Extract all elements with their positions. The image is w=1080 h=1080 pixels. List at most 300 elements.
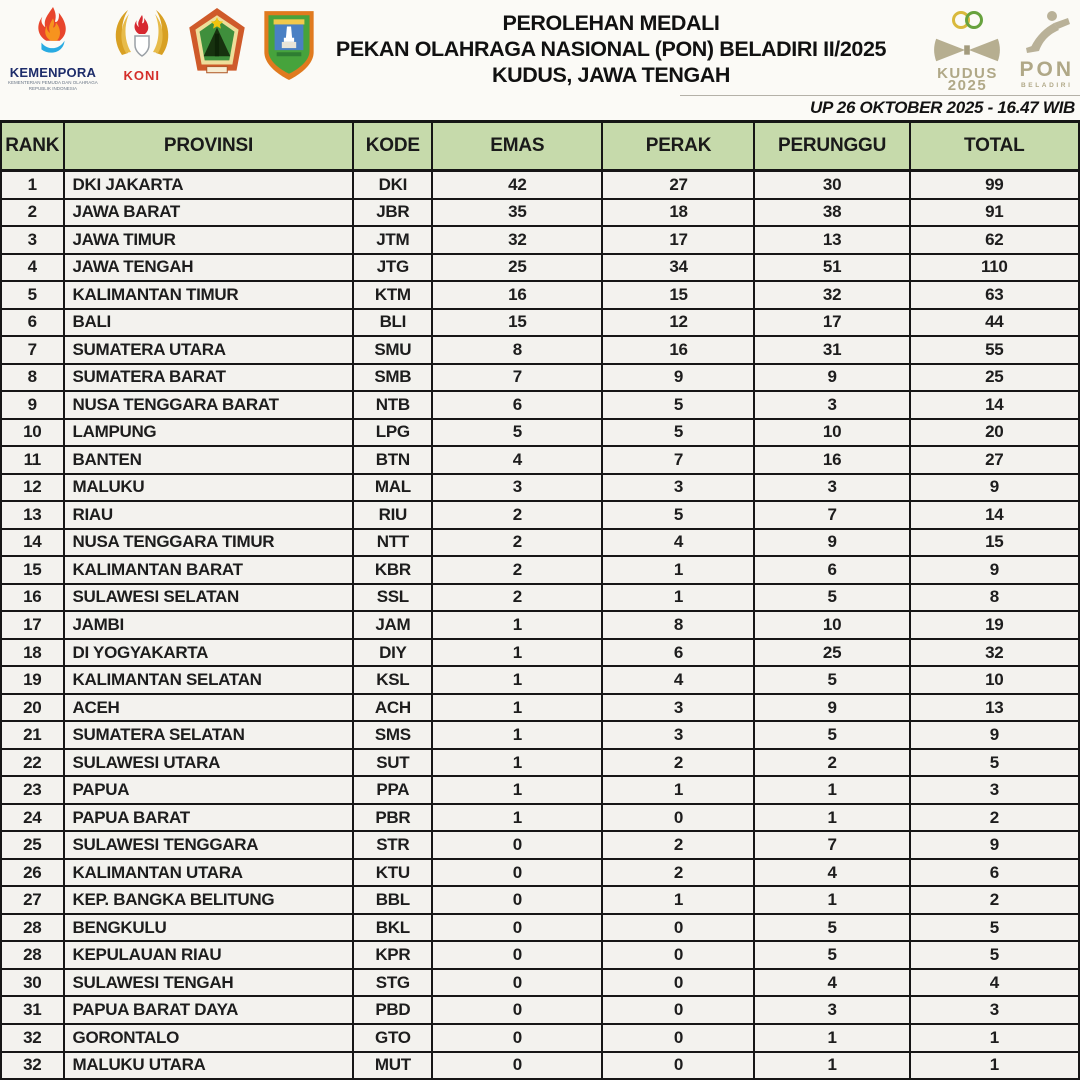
perunggu-cell: 9: [755, 530, 910, 556]
kode-cell: BLI: [354, 310, 433, 336]
table-row: [2, 970, 1080, 998]
table-row: [2, 805, 1080, 833]
total-cell: 14: [911, 392, 1080, 418]
perunggu-cell: 31: [755, 337, 910, 363]
perak-cell: 0: [603, 970, 755, 996]
perak-cell: 16: [603, 337, 755, 363]
perunggu-cell: 5: [755, 585, 910, 611]
emas-cell: 1: [433, 722, 603, 748]
provinsi-cell: JAMBI: [65, 612, 355, 638]
perak-cell: 0: [603, 942, 755, 968]
perunggu-cell: 1: [755, 887, 910, 913]
kode-cell: KTM: [354, 282, 433, 308]
column-header-emas: EMAS: [433, 123, 603, 169]
total-cell: 20: [911, 420, 1080, 446]
table-row: [2, 585, 1080, 613]
perunggu-cell: 9: [755, 365, 910, 391]
total-cell: 25: [911, 365, 1080, 391]
perak-cell: 1: [603, 887, 755, 913]
rank-cell: 30: [2, 970, 65, 996]
emas-cell: 1: [433, 750, 603, 776]
kode-cell: PPA: [354, 777, 433, 803]
medal-table-header-row: [2, 123, 1080, 172]
provinsi-cell: LAMPUNG: [65, 420, 355, 446]
kode-cell: BKL: [354, 915, 433, 941]
perunggu-cell: 10: [755, 420, 910, 446]
total-cell: 110: [911, 255, 1080, 281]
emas-cell: 0: [433, 887, 603, 913]
kode-cell: NTB: [354, 392, 433, 418]
kode-cell: KPR: [354, 942, 433, 968]
kudus-regency-emblem: [260, 7, 318, 88]
perunggu-cell: 4: [755, 970, 910, 996]
rank-cell: 32: [2, 1053, 65, 1079]
column-header-perunggu: PERUNGGU: [755, 123, 910, 169]
total-cell: 19: [911, 612, 1080, 638]
provinsi-cell: PAPUA BARAT: [65, 805, 355, 831]
column-header-perak: PERAK: [603, 123, 755, 169]
provinsi-cell: SULAWESI UTARA: [65, 750, 355, 776]
provinsi-cell: PAPUA: [65, 777, 355, 803]
medal-table-body: [2, 172, 1080, 1080]
total-cell: 15: [911, 530, 1080, 556]
kode-cell: PBD: [354, 997, 433, 1023]
emas-cell: 4: [433, 447, 603, 473]
perak-cell: 2: [603, 750, 755, 776]
table-row: [2, 365, 1080, 393]
pon-martial-artist-icon: [1021, 9, 1073, 60]
perunggu-cell: 3: [755, 475, 910, 501]
rank-cell: 13: [2, 502, 65, 528]
column-header-rank: RANK: [2, 123, 65, 169]
table-row: [2, 640, 1080, 668]
table-row: [2, 942, 1080, 970]
total-cell: 5: [911, 915, 1080, 941]
koni-wreath-icon: [110, 7, 174, 68]
perunggu-cell: 9: [755, 695, 910, 721]
perak-cell: 0: [603, 1025, 755, 1051]
provinsi-cell: NUSA TENGGARA BARAT: [65, 392, 355, 418]
table-row: [2, 915, 1080, 943]
table-row: [2, 1053, 1080, 1080]
rank-cell: 7: [2, 337, 65, 363]
kudus-2025-label-line1: KUDUS: [937, 64, 998, 82]
kode-cell: KSL: [354, 667, 433, 693]
perak-cell: 3: [603, 695, 755, 721]
table-row: [2, 227, 1080, 255]
perunggu-cell: 7: [755, 502, 910, 528]
kode-cell: SSL: [354, 585, 433, 611]
pon-label: PON: [1019, 57, 1074, 81]
kemenpora-subtext-2: REPUBLIK INDONESIA: [28, 85, 78, 91]
table-row: [2, 200, 1080, 228]
update-timestamp: UP 26 OKTOBER 2025 - 16.47 WIB: [810, 98, 1075, 117]
total-cell: 9: [911, 832, 1080, 858]
kode-cell: PBR: [354, 805, 433, 831]
koni-logo: [110, 7, 174, 83]
kode-cell: DIY: [354, 640, 433, 666]
kode-cell: JTM: [354, 227, 433, 253]
perak-cell: 34: [603, 255, 755, 281]
emas-cell: 6: [433, 392, 603, 418]
total-cell: 8: [911, 585, 1080, 611]
provinsi-cell: BANTEN: [65, 447, 355, 473]
title-line-3: KUDUS, JAWA TENGAH: [491, 62, 731, 87]
emas-cell: 0: [433, 997, 603, 1023]
emas-cell: 25: [433, 255, 603, 281]
rank-cell: 12: [2, 475, 65, 501]
emas-cell: 2: [433, 557, 603, 583]
provinsi-cell: JAWA TENGAH: [65, 255, 355, 281]
perunggu-cell: 1: [755, 1053, 910, 1079]
table-row: [2, 447, 1080, 475]
poster-header: [0, 0, 1080, 96]
emas-cell: 5: [433, 420, 603, 446]
rank-cell: 9: [2, 392, 65, 418]
emas-cell: 7: [433, 365, 603, 391]
table-row: [2, 502, 1080, 530]
perunggu-cell: 38: [755, 200, 910, 226]
provinsi-cell: KALIMANTAN BARAT: [65, 557, 355, 583]
total-cell: 2: [911, 805, 1080, 831]
rank-cell: 4: [2, 255, 65, 281]
total-cell: 3: [911, 997, 1080, 1023]
provinsi-cell: MALUKU UTARA: [65, 1053, 355, 1079]
total-cell: 91: [911, 200, 1080, 226]
perunggu-cell: 5: [755, 915, 910, 941]
kode-cell: STG: [354, 970, 433, 996]
rank-cell: 10: [2, 420, 65, 446]
perunggu-cell: 1: [755, 777, 910, 803]
rank-cell: 25: [2, 832, 65, 858]
emas-cell: 0: [433, 942, 603, 968]
rank-cell: 23: [2, 777, 65, 803]
kode-cell: JAM: [354, 612, 433, 638]
perak-cell: 0: [603, 915, 755, 941]
table-row: [2, 997, 1080, 1025]
kudus-2025-rings-icon: [946, 9, 988, 36]
table-row: [2, 310, 1080, 338]
provinsi-cell: SUMATERA UTARA: [65, 337, 355, 363]
total-cell: 6: [911, 860, 1080, 886]
total-cell: 44: [911, 310, 1080, 336]
kode-cell: JBR: [354, 200, 433, 226]
kode-cell: RIU: [354, 502, 433, 528]
total-cell: 55: [911, 337, 1080, 363]
kode-cell: GTO: [354, 1025, 433, 1051]
table-row: [2, 392, 1080, 420]
total-cell: 62: [911, 227, 1080, 253]
kode-cell: SUT: [354, 750, 433, 776]
table-row: [2, 1025, 1080, 1053]
perunggu-cell: 2: [755, 750, 910, 776]
emas-cell: 35: [433, 200, 603, 226]
table-row: [2, 695, 1080, 723]
right-logo-group: [888, 5, 1074, 94]
total-cell: 27: [911, 447, 1080, 473]
provinsi-cell: RIAU: [65, 502, 355, 528]
kode-cell: BTN: [354, 447, 433, 473]
table-row: [2, 722, 1080, 750]
table-row: [2, 667, 1080, 695]
rank-cell: 3: [2, 227, 65, 253]
kudus-2025-logo: [931, 9, 1003, 94]
title-line-1: PEROLEHAN MEDALI: [502, 11, 720, 36]
provinsi-cell: GORONTALO: [65, 1025, 355, 1051]
perak-cell: 0: [603, 997, 755, 1023]
emas-cell: 8: [433, 337, 603, 363]
rank-cell: 2: [2, 200, 65, 226]
total-cell: 3: [911, 777, 1080, 803]
perak-cell: 15: [603, 282, 755, 308]
emas-cell: 1: [433, 612, 603, 638]
table-row: [2, 860, 1080, 888]
provinsi-cell: SUMATERA SELATAN: [65, 722, 355, 748]
kemenpora-torch-icon: [33, 7, 73, 64]
emas-cell: 42: [433, 172, 603, 198]
table-row: [2, 887, 1080, 915]
provinsi-cell: BENGKULU: [65, 915, 355, 941]
total-cell: 9: [911, 557, 1080, 583]
perak-cell: 1: [603, 585, 755, 611]
perunggu-cell: 3: [755, 392, 910, 418]
perunggu-cell: 7: [755, 832, 910, 858]
total-cell: 9: [911, 722, 1080, 748]
kode-cell: SMB: [354, 365, 433, 391]
table-row: [2, 750, 1080, 778]
emas-cell: 15: [433, 310, 603, 336]
emas-cell: 2: [433, 502, 603, 528]
kode-cell: MAL: [354, 475, 433, 501]
provinsi-cell: KEPULAUAN RIAU: [65, 942, 355, 968]
kode-cell: KTU: [354, 860, 433, 886]
provinsi-cell: KALIMANTAN TIMUR: [65, 282, 355, 308]
perak-cell: 4: [603, 530, 755, 556]
table-row: [2, 475, 1080, 503]
jawa-tengah-emblem: [186, 7, 248, 88]
kode-cell: BBL: [354, 887, 433, 913]
table-row: [2, 255, 1080, 283]
provinsi-cell: JAWA BARAT: [65, 200, 355, 226]
emas-cell: 32: [433, 227, 603, 253]
total-cell: 99: [911, 172, 1080, 198]
kudus-shield-icon: [260, 7, 318, 88]
total-cell: 4: [911, 970, 1080, 996]
table-row: [2, 420, 1080, 448]
total-cell: 9: [911, 475, 1080, 501]
perak-cell: 18: [603, 200, 755, 226]
perunggu-cell: 4: [755, 860, 910, 886]
perak-cell: 2: [603, 832, 755, 858]
perak-cell: 5: [603, 420, 755, 446]
rank-cell: 5: [2, 282, 65, 308]
rank-cell: 28: [2, 915, 65, 941]
perunggu-cell: 3: [755, 997, 910, 1023]
table-row: [2, 172, 1080, 200]
kode-cell: SMU: [354, 337, 433, 363]
rank-cell: 21: [2, 722, 65, 748]
poster-title: [334, 9, 888, 88]
perak-cell: 27: [603, 172, 755, 198]
perak-cell: 12: [603, 310, 755, 336]
perunggu-cell: 16: [755, 447, 910, 473]
total-cell: 1: [911, 1053, 1080, 1079]
total-cell: 14: [911, 502, 1080, 528]
total-cell: 63: [911, 282, 1080, 308]
total-cell: 5: [911, 942, 1080, 968]
table-row: [2, 832, 1080, 860]
emas-cell: 1: [433, 777, 603, 803]
provinsi-cell: ACEH: [65, 695, 355, 721]
emas-cell: 0: [433, 1053, 603, 1079]
kemenpora-label: KEMENPORA: [9, 64, 97, 80]
kode-cell: MUT: [354, 1053, 433, 1079]
provinsi-cell: SULAWESI TENGGARA: [65, 832, 355, 858]
emas-cell: 16: [433, 282, 603, 308]
emas-cell: 0: [433, 970, 603, 996]
rank-cell: 32: [2, 1025, 65, 1051]
perak-cell: 3: [603, 722, 755, 748]
provinsi-cell: BALI: [65, 310, 355, 336]
perunggu-cell: 13: [755, 227, 910, 253]
perak-cell: 4: [603, 667, 755, 693]
table-row: [2, 282, 1080, 310]
koni-label: KONI: [123, 67, 161, 83]
provinsi-cell: MALUKU: [65, 475, 355, 501]
table-row: [2, 530, 1080, 558]
rank-cell: 15: [2, 557, 65, 583]
rank-cell: 26: [2, 860, 65, 886]
rank-cell: 11: [2, 447, 65, 473]
kudus-2025-label-line2: 2025: [947, 77, 988, 94]
provinsi-cell: NUSA TENGGARA TIMUR: [65, 530, 355, 556]
provinsi-cell: KALIMANTAN SELATAN: [65, 667, 355, 693]
total-cell: 2: [911, 887, 1080, 913]
emas-cell: 1: [433, 667, 603, 693]
perak-cell: 0: [603, 1053, 755, 1079]
pon-beladiri-logo: [1019, 9, 1074, 89]
kode-cell: SMS: [354, 722, 433, 748]
perak-cell: 1: [603, 777, 755, 803]
rank-cell: 28: [2, 942, 65, 968]
rank-cell: 17: [2, 612, 65, 638]
perak-cell: 2: [603, 860, 755, 886]
kemenpora-logo: [8, 7, 98, 91]
column-header-kode: KODE: [354, 123, 433, 169]
provinsi-cell: KEP. BANGKA BELITUNG: [65, 887, 355, 913]
total-cell: 32: [911, 640, 1080, 666]
total-cell: 1: [911, 1025, 1080, 1051]
emas-cell: 0: [433, 832, 603, 858]
kode-cell: STR: [354, 832, 433, 858]
provinsi-cell: PAPUA BARAT DAYA: [65, 997, 355, 1023]
rank-cell: 1: [2, 172, 65, 198]
emas-cell: 1: [433, 640, 603, 666]
kode-cell: ACH: [354, 695, 433, 721]
perunggu-cell: 6: [755, 557, 910, 583]
perunggu-cell: 25: [755, 640, 910, 666]
rank-cell: 14: [2, 530, 65, 556]
provinsi-cell: DKI JAKARTA: [65, 172, 355, 198]
column-header-provinsi: PROVINSI: [65, 123, 355, 169]
rank-cell: 20: [2, 695, 65, 721]
table-row: [2, 612, 1080, 640]
perunggu-cell: 5: [755, 942, 910, 968]
table-row: [2, 557, 1080, 585]
perak-cell: 5: [603, 502, 755, 528]
perunggu-cell: 30: [755, 172, 910, 198]
rank-cell: 18: [2, 640, 65, 666]
total-cell: 13: [911, 695, 1080, 721]
perunggu-cell: 1: [755, 805, 910, 831]
rank-cell: 24: [2, 805, 65, 831]
kode-cell: KBR: [354, 557, 433, 583]
perak-cell: 3: [603, 475, 755, 501]
perunggu-cell: 51: [755, 255, 910, 281]
provinsi-cell: SULAWESI SELATAN: [65, 585, 355, 611]
emas-cell: 0: [433, 915, 603, 941]
medal-table: [0, 120, 1080, 1080]
column-header-total: TOTAL: [911, 123, 1080, 169]
pon-beladiri-sublabel: BELADIRI: [1020, 81, 1073, 89]
perunggu-cell: 5: [755, 722, 910, 748]
left-logo-group: [8, 7, 334, 91]
emas-cell: 3: [433, 475, 603, 501]
perak-cell: 5: [603, 392, 755, 418]
perak-cell: 6: [603, 640, 755, 666]
emas-cell: 0: [433, 860, 603, 886]
total-cell: 5: [911, 750, 1080, 776]
kemenpora-subtext-1: KEMENTERIAN PEMUDA DAN OLAHRAGA: [8, 79, 98, 85]
emas-cell: 1: [433, 695, 603, 721]
perak-cell: 0: [603, 805, 755, 831]
perunggu-cell: 1: [755, 1025, 910, 1051]
perunggu-cell: 10: [755, 612, 910, 638]
rank-cell: 22: [2, 750, 65, 776]
perunggu-cell: 32: [755, 282, 910, 308]
kudus-2025-bowtie-icon: [931, 36, 1003, 69]
rank-cell: 27: [2, 887, 65, 913]
emas-cell: 2: [433, 585, 603, 611]
kode-cell: NTT: [354, 530, 433, 556]
perunggu-cell: 17: [755, 310, 910, 336]
rank-cell: 19: [2, 667, 65, 693]
rank-cell: 8: [2, 365, 65, 391]
rank-cell: 6: [2, 310, 65, 336]
perak-cell: 8: [603, 612, 755, 638]
emas-cell: 2: [433, 530, 603, 556]
table-row: [2, 777, 1080, 805]
provinsi-cell: SUMATERA BARAT: [65, 365, 355, 391]
emas-cell: 0: [433, 1025, 603, 1051]
perak-cell: 7: [603, 447, 755, 473]
title-line-2: PEKAN OLAHRAGA NASIONAL (PON) BELADIRI II/2025: [335, 37, 887, 62]
jawa-tengah-shield-icon: [186, 7, 248, 88]
emas-cell: 1: [433, 805, 603, 831]
perak-cell: 9: [603, 365, 755, 391]
rank-cell: 16: [2, 585, 65, 611]
perak-cell: 1: [603, 557, 755, 583]
kode-cell: JTG: [354, 255, 433, 281]
update-bar: [0, 96, 1080, 120]
table-row: [2, 337, 1080, 365]
kode-cell: LPG: [354, 420, 433, 446]
provinsi-cell: JAWA TIMUR: [65, 227, 355, 253]
provinsi-cell: DI YOGYAKARTA: [65, 640, 355, 666]
kode-cell: DKI: [354, 172, 433, 198]
provinsi-cell: KALIMANTAN UTARA: [65, 860, 355, 886]
perak-cell: 17: [603, 227, 755, 253]
